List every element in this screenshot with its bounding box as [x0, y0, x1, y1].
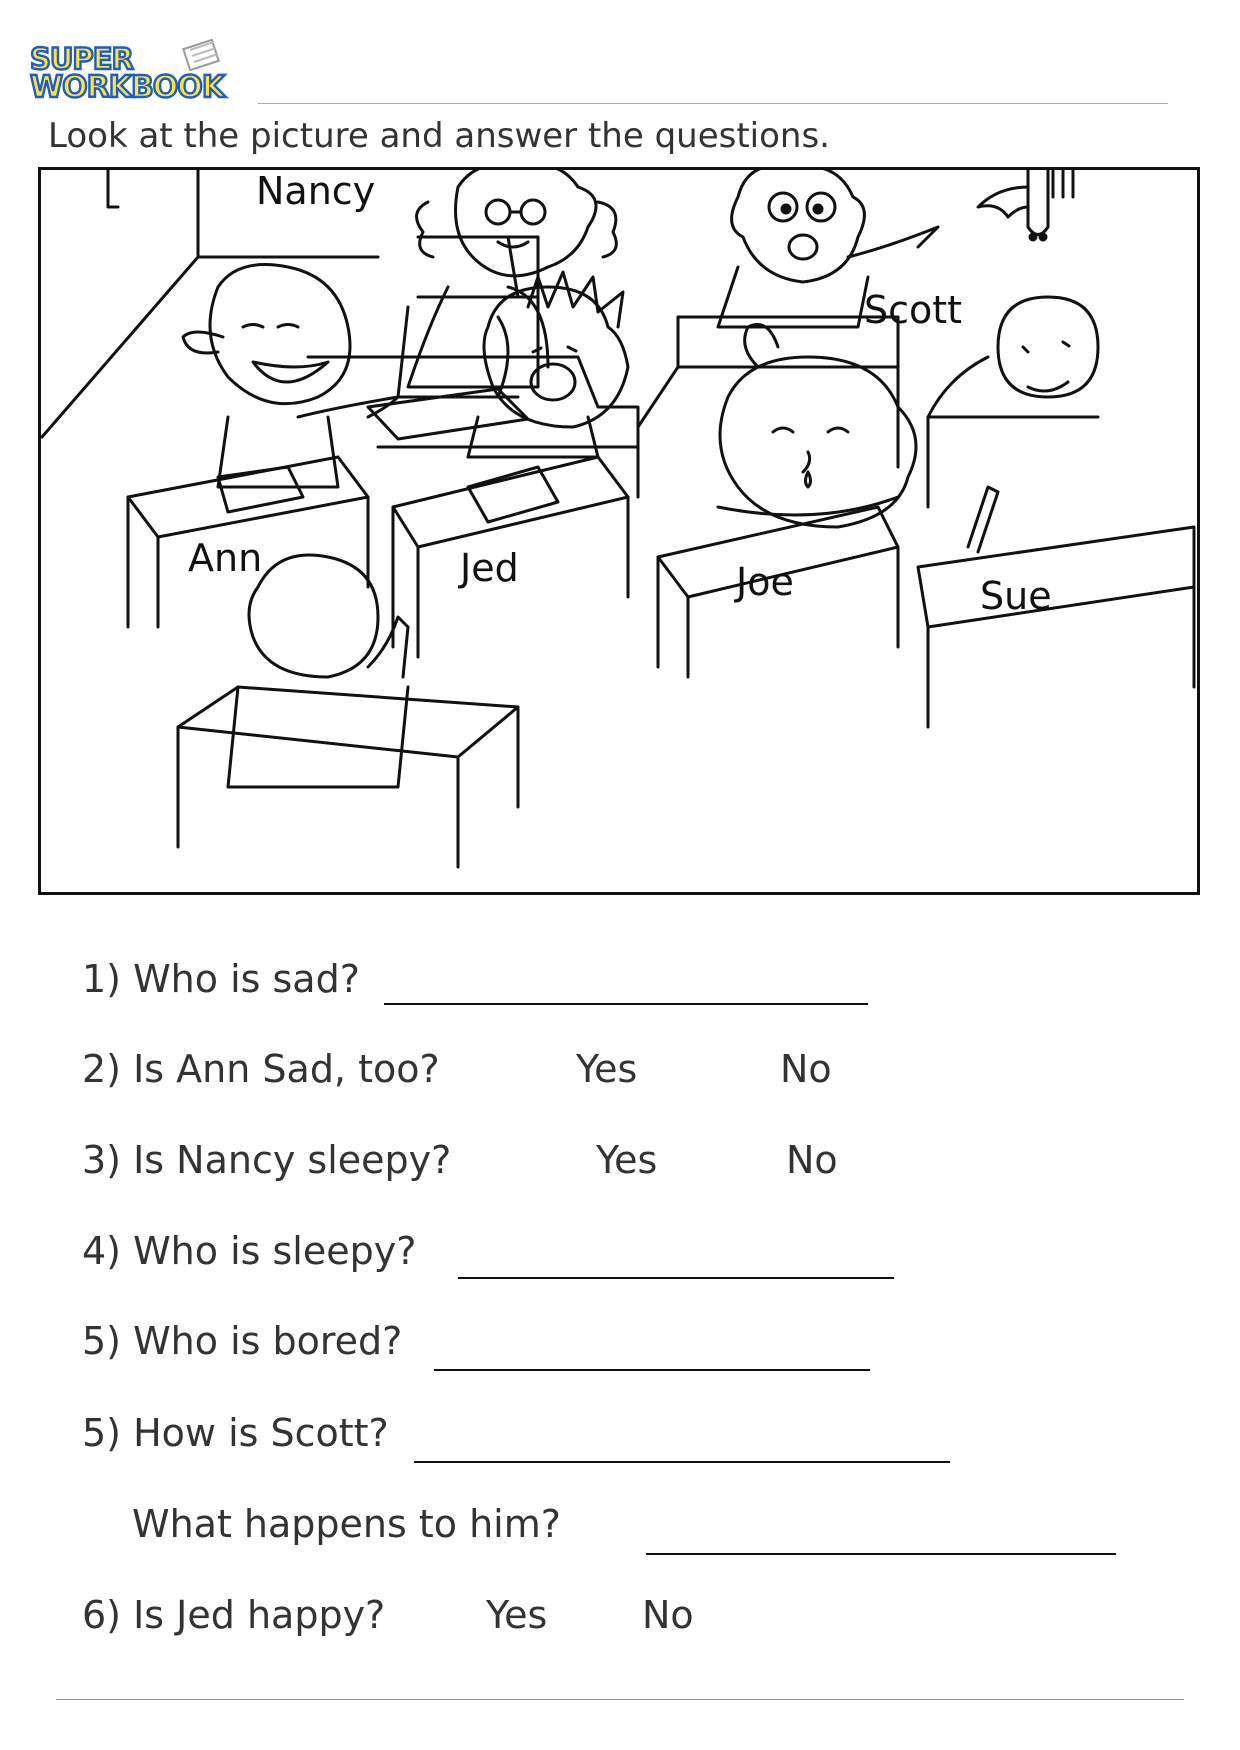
question-3-yes-option[interactable]: Yes — [596, 1138, 658, 1182]
question-3: 3) Is Nancy sleepy? — [82, 1138, 452, 1182]
header-rule — [258, 103, 1168, 104]
question-2: 2) Is Ann Sad, too? — [82, 1047, 440, 1091]
answer-line-4[interactable] — [458, 1277, 894, 1279]
answer-line-5[interactable] — [434, 1369, 870, 1371]
label-nancy: Nancy — [256, 169, 376, 213]
label-sue: Sue — [980, 574, 1052, 618]
logo-line1: SUPER — [30, 42, 133, 76]
label-joe: Joe — [736, 560, 794, 604]
notebook-icon — [180, 38, 226, 72]
bat-figure — [978, 167, 1073, 240]
question-7: 6) Is Jed happy? — [82, 1593, 386, 1637]
question-6-followup: What happens to him? — [132, 1502, 561, 1546]
label-ann: Ann — [188, 536, 263, 580]
question-7-yes-option[interactable]: Yes — [486, 1593, 548, 1637]
question-6: 5) How is Scott? — [82, 1411, 389, 1455]
question-1: 1) Who is sad? — [82, 957, 360, 1001]
question-3-no-option[interactable]: No — [786, 1138, 838, 1182]
question-5: 5) Who is bored? — [82, 1319, 403, 1363]
nancy-figure — [368, 167, 616, 439]
footer-rule — [56, 1699, 1184, 1700]
answer-line-6[interactable] — [414, 1461, 950, 1463]
answer-line-1[interactable] — [384, 1003, 868, 1005]
ann-figure — [183, 265, 398, 488]
label-jed: Jed — [460, 546, 519, 590]
classroom-illustration — [38, 167, 1198, 893]
joe-figure — [718, 325, 916, 528]
super-workbook-logo — [30, 42, 240, 108]
question-4: 4) Who is sleepy? — [82, 1229, 417, 1273]
logo-line2: WORKBOOK — [30, 70, 225, 105]
jed-figure — [468, 272, 628, 457]
question-2-yes-option[interactable]: Yes — [576, 1047, 638, 1091]
answer-line-6-followup[interactable] — [646, 1553, 1116, 1555]
instruction-text: Look at the picture and answer the questions. — [48, 116, 830, 156]
question-7-no-option[interactable]: No — [642, 1593, 694, 1637]
front-student-figure — [228, 555, 408, 787]
question-2-no-option[interactable]: No — [780, 1047, 832, 1091]
label-scott: Scott — [864, 288, 963, 332]
classroom-drawing — [38, 167, 1198, 893]
